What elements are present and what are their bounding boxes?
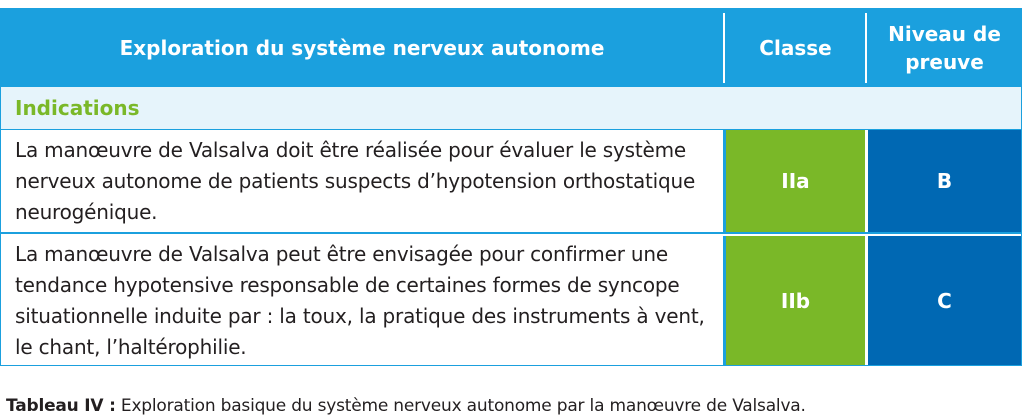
section-label: Indications [15,96,140,120]
classe-cell: IIa [726,130,865,232]
header-niveau [868,9,1021,87]
classe-cell: IIb [726,236,865,365]
niveau-cell: B [868,130,1021,232]
recommendations-table [0,8,1022,366]
recommendation-text-content: La manœuvre de Valsalva doit être réalisée pour évaluer le système nerveux autonome de patients suspects d’hypotension orthostatique neurogénique. [15,137,696,224]
header-divider [723,13,725,83]
header-title: Exploration du système nerveux autonome [119,36,605,60]
caption-text: Exploration basique du système nerveux autonome par la manœuvre de Valsalva. [115,396,806,416]
recommendation-text-content: La manœuvre de Valsalva peut être envisagée pour confirmer une tendance hypotensive responsable de certaines formes de syncope situationnelle induite par : la toux, la pratique des instruments à vent, le chant, l’haltérophilie. [15,241,705,359]
table-caption [6,396,806,416]
header-niveau-label: Niveau de preuve [888,22,1001,74]
niveau-cell: C [868,236,1021,365]
header-classe: Classe [759,36,832,60]
header-divider [865,13,867,83]
table-row [1,130,1021,234]
recommendation-text [1,130,723,232]
section-row [1,87,1021,130]
caption-label: Tableau IV : [6,396,116,416]
table-row [1,236,1021,365]
recommendation-text [1,236,723,365]
table-header [1,9,1021,87]
